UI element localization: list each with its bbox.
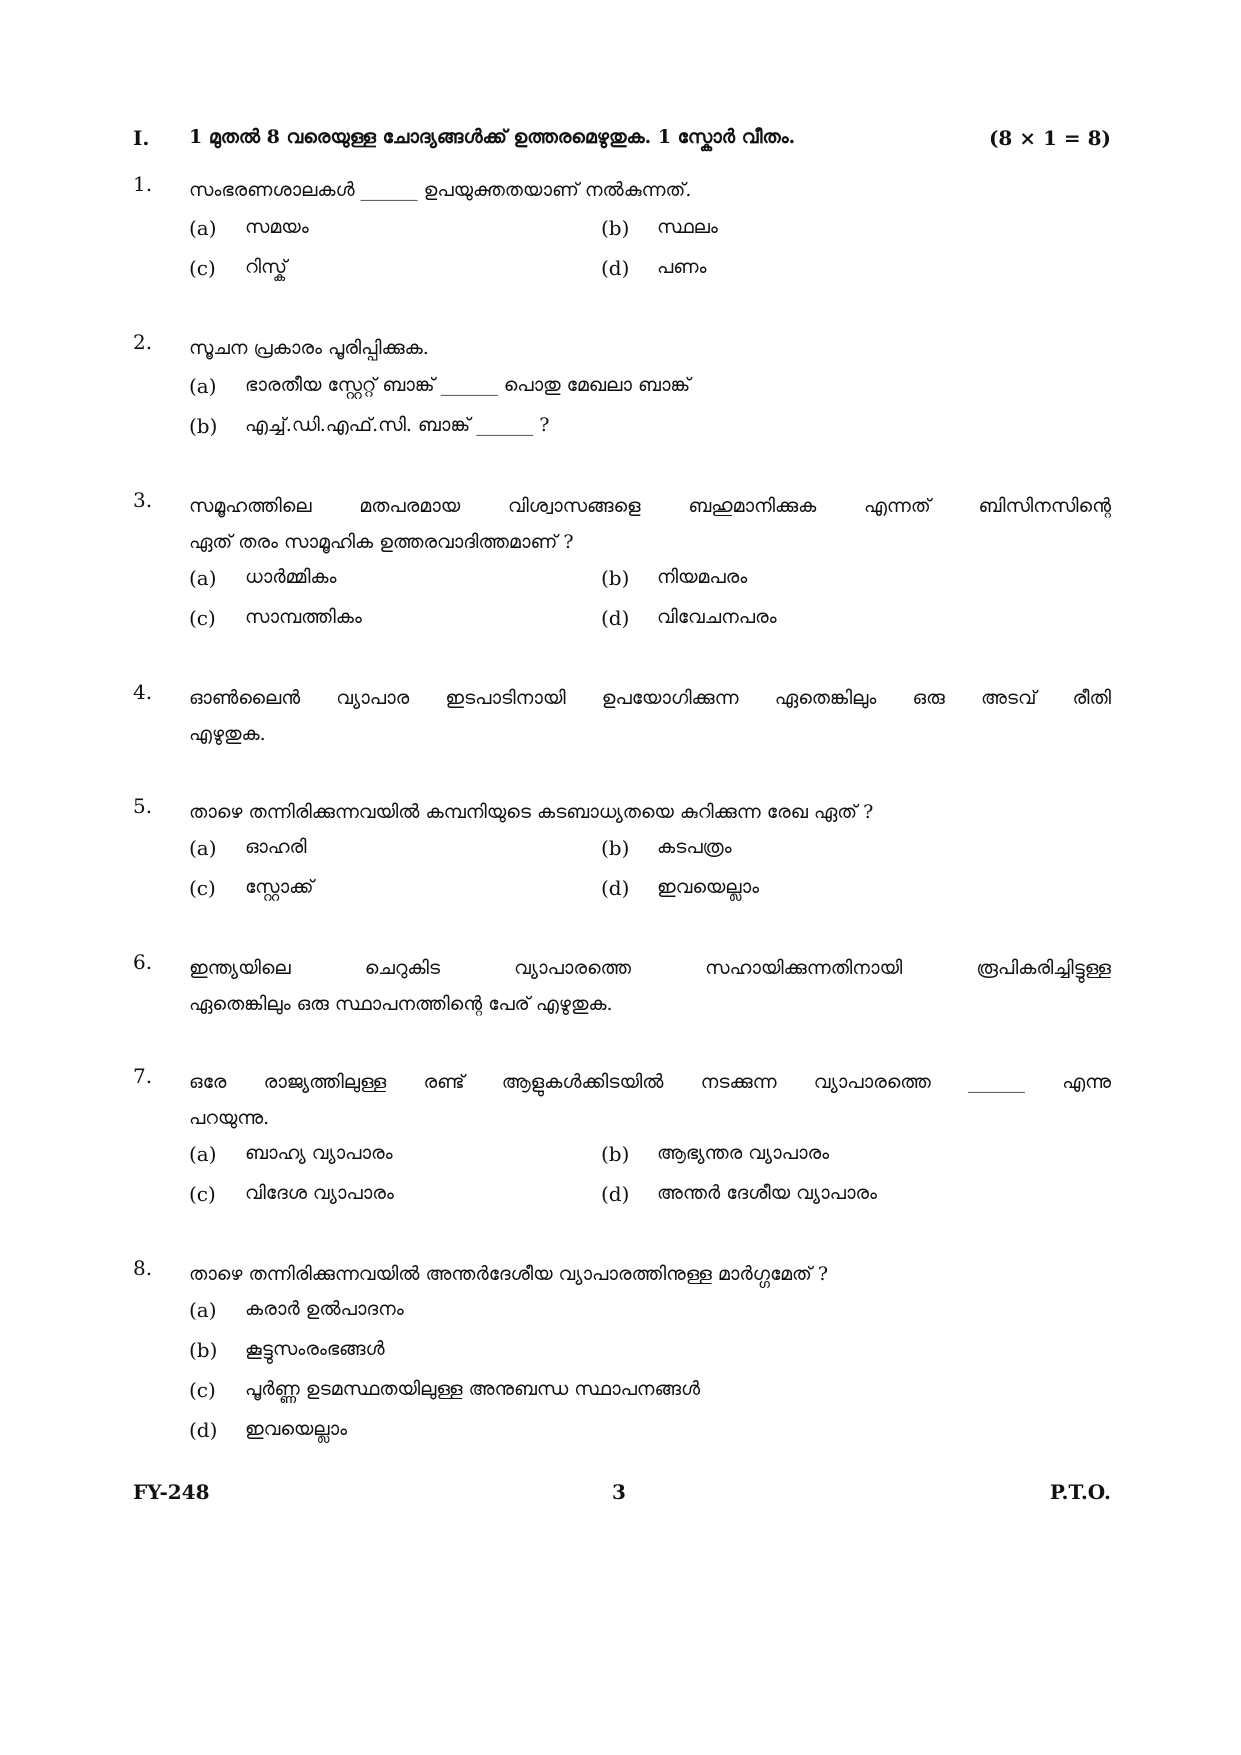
question-text: സൂചന പ്രകാരം പൂരിപ്പിക്കുക. bbox=[189, 337, 429, 359]
option-text: പണം bbox=[657, 256, 707, 278]
option-text: കരാർ ഉൽപാദനം bbox=[245, 1298, 404, 1320]
question-number: 1. bbox=[133, 172, 153, 196]
question-text-line-2: ഏതെങ്കിലും ഒരു സ്ഥാപനത്തിന്റെ പേര് എഴുതുക. bbox=[189, 993, 613, 1015]
option-label: (c) bbox=[189, 256, 216, 280]
section-marks: (8 × 1 = 8) bbox=[988, 126, 1111, 150]
option-label: (a) bbox=[189, 1142, 217, 1166]
option-label: (a) bbox=[189, 566, 217, 590]
question-number: 5. bbox=[133, 794, 153, 818]
option-text: വിദേശ വ്യാപാരം bbox=[245, 1182, 394, 1204]
option-text: ഭാരതീയ സ്റ്റേറ്റ് ബാങ്ക് ______ പൊതു മേഖലാ ബാങ്ക് bbox=[245, 374, 691, 396]
option-text: സാമ്പത്തികം bbox=[245, 606, 362, 628]
page-number: 3 bbox=[612, 1480, 626, 1504]
option-label: (b) bbox=[189, 1338, 218, 1362]
question-number: 4. bbox=[133, 680, 153, 704]
option-label: (d) bbox=[601, 876, 630, 900]
section-number: I. bbox=[133, 126, 150, 150]
option-label: (a) bbox=[189, 374, 217, 398]
option-text: കടപത്രം bbox=[657, 836, 732, 858]
option-label: (c) bbox=[189, 606, 216, 630]
question-text-line-1: ഇന്ത്യയിലെ ചെറുകിട വ്യാപാരത്തെ സഹായിക്കുന്നതിനായി രൂപികരിച്ചിട്ടുള്ള bbox=[189, 957, 1111, 979]
option-text: ആഭ്യന്തര വ്യാപാരം bbox=[657, 1142, 830, 1164]
question-number: 3. bbox=[133, 488, 153, 512]
question-number: 8. bbox=[133, 1256, 153, 1280]
question-text bbox=[189, 680, 1111, 752]
question-text: സംഭരണശാലകൾ ______ ഉപയുക്തതയാണ് നൽകുന്നത്. bbox=[189, 179, 692, 201]
question-text bbox=[189, 950, 1111, 1022]
question-number: 6. bbox=[133, 950, 153, 974]
option-text: ഓഹരി bbox=[245, 836, 307, 858]
question-number: 2. bbox=[133, 330, 153, 354]
please-turn-over: P.T.O. bbox=[1049, 1480, 1111, 1504]
option-label: (a) bbox=[189, 216, 217, 240]
option-text: ഇവയെല്ലാം bbox=[657, 876, 760, 898]
option-text: ധാർമ്മികം bbox=[245, 566, 337, 588]
option-text: അന്തർ ദേശീയ വ്യാപാരം bbox=[657, 1182, 877, 1204]
option-text: ഇവയെല്ലാം bbox=[245, 1418, 348, 1440]
option-label: (a) bbox=[189, 1298, 217, 1322]
option-label: (b) bbox=[601, 1142, 630, 1166]
question-text bbox=[189, 488, 1111, 560]
section-instruction: 1 മുതൽ 8 വരെയുള്ള ചോദ്യങ്ങൾക്ക് ഉത്തരമെഴുതുക. 1 സ്കോർ വീതം. bbox=[189, 126, 796, 148]
option-text: വിവേചനപരം bbox=[657, 606, 777, 628]
option-text: പൂർണ്ണ ഉടമസ്ഥതയിലുള്ള അനുബന്ധ സ്ഥാപനങ്ങൾ bbox=[245, 1378, 701, 1400]
question-text-line-1: ഓൺലൈൻ വ്യാപാര ഇടപാടിനായി ഉപയോഗിക്കുന്ന ഏതെങ്കിലും ഒരു അടവ് രീതി bbox=[189, 687, 1111, 709]
option-text: റിസ്ക് bbox=[245, 256, 288, 278]
option-text: നിയമപരം bbox=[657, 566, 748, 588]
option-label: (b) bbox=[189, 414, 218, 438]
option-label: (d) bbox=[189, 1418, 218, 1442]
option-text: ബാഹ്യ വ്യാപാരം bbox=[245, 1142, 393, 1164]
option-text: സ്ഥലം bbox=[657, 216, 718, 238]
option-text: സ്റ്റോക്ക് bbox=[245, 876, 314, 898]
question-text-line-2: ഏത് തരം സാമൂഹിക ഉത്തരവാദിത്തമാണ് ? bbox=[189, 531, 574, 553]
option-label: (a) bbox=[189, 836, 217, 860]
section-header bbox=[133, 126, 1111, 160]
option-label: (c) bbox=[189, 1182, 216, 1206]
option-text: കൂട്ടുസംരംഭങ്ങൾ bbox=[245, 1338, 385, 1360]
question-text-line-2: പറയുന്നു. bbox=[189, 1107, 270, 1129]
question-text-line-1: സമൂഹത്തിലെ മതപരമായ വിശ്വാസങ്ങളെ ബഹുമാനിക്കുക എന്നത് ബിസിനസിന്റെ bbox=[189, 495, 1111, 517]
option-label: (b) bbox=[601, 566, 630, 590]
question-text bbox=[189, 1064, 1111, 1136]
question-text-line-1: ഒരേ രാജ്യത്തിലുള്ള രണ്ട് ആളുകൾക്കിടയിൽ നടക്കുന്ന വ്യാപാരത്തെ ______ എന്നു bbox=[189, 1071, 1111, 1093]
option-label: (b) bbox=[601, 836, 630, 860]
paper-code: FY-248 bbox=[133, 1480, 210, 1504]
option-text: എച്ച്.ഡി.എഫ്.സി. ബാങ്ക് ______ ? bbox=[245, 414, 550, 436]
option-label: (d) bbox=[601, 1182, 630, 1206]
question-text-line-2: എഴുതുക. bbox=[189, 723, 266, 745]
option-label: (b) bbox=[601, 216, 630, 240]
question-text: താഴെ തന്നിരിക്കുന്നവയിൽ അന്തർദേശീയ വ്യാപാരത്തിനുള്ള മാർഗ്ഗമേത് ? bbox=[189, 1263, 829, 1285]
option-text: സമയം bbox=[245, 216, 309, 238]
option-label: (c) bbox=[189, 876, 216, 900]
option-label: (d) bbox=[601, 256, 630, 280]
question-text: താഴെ തന്നിരിക്കുന്നവയിൽ കമ്പനിയുടെ കടബാധ്യതയെ കുറിക്കുന്ന രേഖ ഏത് ? bbox=[189, 801, 874, 823]
question-number: 7. bbox=[133, 1064, 153, 1088]
option-label: (c) bbox=[189, 1378, 216, 1402]
option-label: (d) bbox=[601, 606, 630, 630]
